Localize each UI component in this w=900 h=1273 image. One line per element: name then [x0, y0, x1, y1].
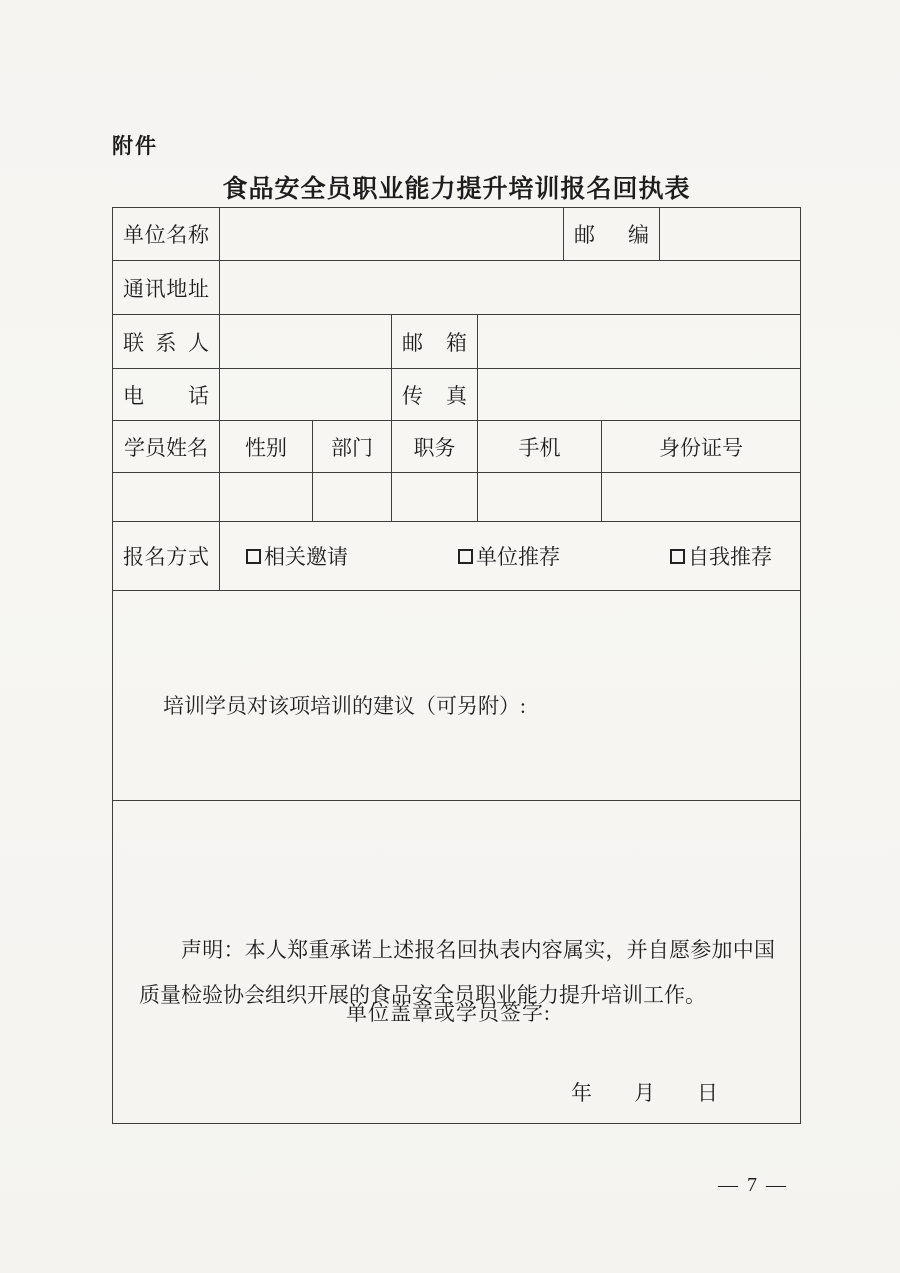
fax-label: 传真: [392, 369, 478, 421]
suggestion-field[interactable]: [113, 591, 801, 801]
unit-name-field[interactable]: [220, 208, 564, 261]
table-row: [113, 369, 801, 421]
contact-field[interactable]: [220, 315, 392, 369]
table-row: [113, 591, 801, 801]
unit-name-label: 单位名称: [113, 208, 220, 261]
student-name-field[interactable]: [113, 473, 220, 522]
gender-header: 性别: [220, 421, 313, 473]
option-unit-recommendation: [458, 541, 560, 571]
student-entry-row: [113, 473, 801, 522]
date-line: 年 月 日: [571, 1081, 718, 1105]
student-name-header: 学员姓名: [113, 421, 220, 473]
id-number-header: 身份证号: [602, 421, 801, 473]
option-unit-recommendation-label: 单位推荐: [476, 545, 560, 569]
table-row: [113, 315, 801, 369]
contact-label: 联系人: [113, 315, 220, 369]
page-number: — 7 —: [718, 1174, 788, 1196]
address-label: 通讯地址: [113, 261, 220, 315]
table-row: [113, 261, 801, 315]
checkbox-related-invitation-icon[interactable]: [246, 549, 261, 564]
mobile-header: 手机: [478, 421, 602, 473]
declaration-text: 声明：本人郑重承诺上述报名回执表内容属实，并自愿参加中国质量检验协会组织开展的食品安全员职业能力提升培训工作。: [139, 938, 775, 1007]
checkbox-unit-recommendation-icon[interactable]: [458, 549, 473, 564]
signature-label: 单位盖章或学员签字:: [346, 1001, 551, 1025]
checkbox-self-recommendation-icon[interactable]: [670, 549, 685, 564]
position-field[interactable]: [392, 473, 478, 522]
student-header-row: [113, 421, 801, 473]
mobile-field[interactable]: [478, 473, 602, 522]
position-header: 职务: [392, 421, 478, 473]
phone-field[interactable]: [220, 369, 392, 421]
email-label: 邮箱: [392, 315, 478, 369]
phone-label: 电话: [113, 369, 220, 421]
page-title: 食品安全员职业能力提升培训报名回执表: [222, 176, 691, 203]
option-self-recommendation-label: 自我推荐: [688, 545, 772, 569]
department-field[interactable]: [313, 473, 392, 522]
address-field[interactable]: [220, 261, 801, 315]
attachment-label: 附件: [112, 134, 158, 158]
table-row: [113, 522, 801, 591]
gender-field[interactable]: [220, 473, 313, 522]
option-related-invitation: [246, 541, 348, 571]
table-row: [113, 208, 801, 261]
option-self-recommendation: [670, 541, 772, 571]
registration-options: [220, 541, 800, 571]
email-field[interactable]: [478, 315, 801, 369]
registration-options-cell: [220, 522, 801, 591]
declaration-cell: [113, 801, 801, 1124]
postal-code-label: 邮编: [564, 208, 660, 261]
fax-field[interactable]: [478, 369, 801, 421]
table-row: [113, 801, 801, 1124]
suggestion-label: 培训学员对该项培训的建议（可另附）:: [163, 693, 526, 718]
registration-form-table: [112, 207, 801, 1124]
postal-code-field[interactable]: [660, 208, 801, 261]
department-header: 部门: [313, 421, 392, 473]
option-related-invitation-label: 相关邀请: [264, 545, 348, 569]
id-number-field[interactable]: [602, 473, 801, 522]
registration-method-label: 报名方式: [113, 522, 220, 591]
